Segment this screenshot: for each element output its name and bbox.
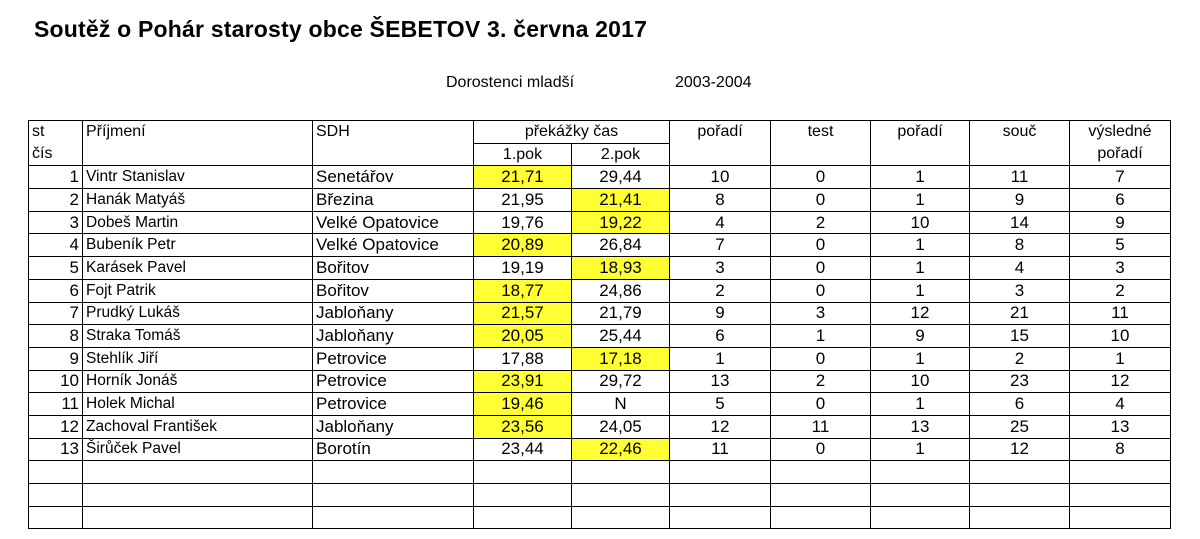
- cell-sdh: Velké Opatovice: [313, 234, 474, 257]
- cell-poradi-1: 3: [670, 257, 771, 280]
- cell-souc: 14: [970, 211, 1070, 234]
- empty-cell: [771, 484, 871, 507]
- cell-vysledne-poradi: 1: [1070, 347, 1171, 370]
- cell-vysledne-poradi: 10: [1070, 325, 1171, 348]
- cell-pok2: 18,93: [572, 257, 670, 280]
- cell-name: Širůček Pavel: [83, 438, 313, 461]
- cell-pok1: 21,95: [474, 189, 572, 212]
- table-row: [29, 438, 1171, 461]
- col-header-poradi-1: pořadí: [670, 121, 771, 144]
- empty-cell: [670, 461, 771, 484]
- cell-sdh: Petrovice: [313, 370, 474, 393]
- cell-poradi-2: 1: [871, 347, 970, 370]
- table-row: [29, 370, 1171, 393]
- cell-sdh: Velké Opatovice: [313, 211, 474, 234]
- cell-test: 0: [771, 438, 871, 461]
- cell-pok1: 21,57: [474, 302, 572, 325]
- cell-poradi-2: 10: [871, 370, 970, 393]
- cell-pok1: 20,05: [474, 325, 572, 348]
- col-header-vysledne-poradi: pořadí: [1070, 143, 1171, 166]
- empty-cell: [474, 506, 572, 529]
- cell-pok2: 25,44: [572, 325, 670, 348]
- empty-cell: [313, 461, 474, 484]
- cell-vysledne-poradi: 7: [1070, 166, 1171, 189]
- header-blank: [970, 143, 1070, 166]
- empty-cell: [871, 461, 970, 484]
- cell-pok1: 23,44: [474, 438, 572, 461]
- cell-pok2: 21,41: [572, 189, 670, 212]
- cell-st: 13: [29, 438, 83, 461]
- cell-poradi-1: 5: [670, 393, 771, 416]
- empty-cell: [970, 506, 1070, 529]
- col-header-prekazky-cas: překážky čas: [474, 121, 670, 144]
- cell-poradi-1: 13: [670, 370, 771, 393]
- cell-name: Holek Michal: [83, 393, 313, 416]
- cell-vysledne-poradi: 3: [1070, 257, 1171, 280]
- cell-souc: 2: [970, 347, 1070, 370]
- cell-pok2: N: [572, 393, 670, 416]
- cell-st: 10: [29, 370, 83, 393]
- cell-pok2: 29,44: [572, 166, 670, 189]
- cell-pok2: 29,72: [572, 370, 670, 393]
- cell-poradi-2: 9: [871, 325, 970, 348]
- cell-poradi-2: 13: [871, 415, 970, 438]
- cell-sdh: Bořitov: [313, 279, 474, 302]
- table-row: [29, 302, 1171, 325]
- table-row: [29, 257, 1171, 280]
- cell-souc: 11: [970, 166, 1070, 189]
- col-header-st: st: [29, 121, 83, 144]
- cell-vysledne-poradi: 6: [1070, 189, 1171, 212]
- cell-sdh: Petrovice: [313, 393, 474, 416]
- cell-pok2: 21,79: [572, 302, 670, 325]
- cell-poradi-2: 1: [871, 257, 970, 280]
- cell-name: Vintr Stanislav: [83, 166, 313, 189]
- cell-st: 2: [29, 189, 83, 212]
- cell-pok1: 18,77: [474, 279, 572, 302]
- cell-souc: 12: [970, 438, 1070, 461]
- cell-sdh: Jabloňany: [313, 325, 474, 348]
- empty-cell: [313, 484, 474, 507]
- col-header-test: test: [771, 121, 871, 144]
- cell-name: Fojt Patrik: [83, 279, 313, 302]
- cell-poradi-2: 1: [871, 393, 970, 416]
- empty-cell: [670, 484, 771, 507]
- empty-cell: [771, 461, 871, 484]
- cell-st: 11: [29, 393, 83, 416]
- col-header-pok2: 2.pok: [572, 143, 670, 166]
- cell-test: 3: [771, 302, 871, 325]
- cell-name: Dobeš Martin: [83, 211, 313, 234]
- col-header-vysledne: výsledné: [1070, 121, 1171, 144]
- table-row: [29, 189, 1171, 212]
- empty-cell: [29, 506, 83, 529]
- cell-pok2: 24,05: [572, 415, 670, 438]
- col-header-souc: souč: [970, 121, 1070, 144]
- cell-st: 3: [29, 211, 83, 234]
- cell-poradi-1: 1: [670, 347, 771, 370]
- cell-vysledne-poradi: 13: [1070, 415, 1171, 438]
- cell-name: Straka Tomáš: [83, 325, 313, 348]
- table-row: [29, 393, 1171, 416]
- cell-souc: 25: [970, 415, 1070, 438]
- table-row: [29, 211, 1171, 234]
- cell-st: 6: [29, 279, 83, 302]
- cell-poradi-2: 1: [871, 166, 970, 189]
- table-row: [29, 166, 1171, 189]
- cell-poradi-2: 12: [871, 302, 970, 325]
- cell-pok1: 19,46: [474, 393, 572, 416]
- cell-test: 1: [771, 325, 871, 348]
- empty-cell: [474, 461, 572, 484]
- empty-cell: [771, 506, 871, 529]
- empty-cell: [572, 484, 670, 507]
- cell-vysledne-poradi: 12: [1070, 370, 1171, 393]
- cell-name: Stehlík Jiří: [83, 347, 313, 370]
- cell-vysledne-poradi: 4: [1070, 393, 1171, 416]
- empty-cell: [29, 461, 83, 484]
- cell-vysledne-poradi: 9: [1070, 211, 1171, 234]
- cell-name: Hanák Matyáš: [83, 189, 313, 212]
- cell-test: 2: [771, 211, 871, 234]
- cell-st: 12: [29, 415, 83, 438]
- header-row-1: [29, 121, 1171, 144]
- empty-cell: [313, 506, 474, 529]
- cell-st: 1: [29, 166, 83, 189]
- cell-pok1: 19,19: [474, 257, 572, 280]
- empty-cell: [29, 484, 83, 507]
- cell-st: 9: [29, 347, 83, 370]
- header-blank: [83, 143, 313, 166]
- header-row-2: [29, 143, 1171, 166]
- cell-sdh: Senetářov: [313, 166, 474, 189]
- cell-souc: 15: [970, 325, 1070, 348]
- cell-pok1: 21,71: [474, 166, 572, 189]
- cell-poradi-2: 1: [871, 189, 970, 212]
- cell-sdh: Jabloňany: [313, 302, 474, 325]
- cell-pok2: 24,86: [572, 279, 670, 302]
- header-blank: [313, 143, 474, 166]
- cell-souc: 21: [970, 302, 1070, 325]
- empty-row: [29, 484, 1171, 507]
- cell-vysledne-poradi: 2: [1070, 279, 1171, 302]
- cell-pok2: 19,22: [572, 211, 670, 234]
- cell-souc: 3: [970, 279, 1070, 302]
- cell-vysledne-poradi: 11: [1070, 302, 1171, 325]
- empty-row: [29, 506, 1171, 529]
- col-header-cis: čís: [29, 143, 83, 166]
- years-label: 2003-2004: [675, 74, 752, 91]
- table-row: [29, 279, 1171, 302]
- empty-cell: [1070, 506, 1171, 529]
- empty-cell: [871, 506, 970, 529]
- cell-test: 2: [771, 370, 871, 393]
- table-row: [29, 234, 1171, 257]
- empty-row: [29, 461, 1171, 484]
- cell-vysledne-poradi: 8: [1070, 438, 1171, 461]
- cell-test: 0: [771, 347, 871, 370]
- cell-pok2: 17,18: [572, 347, 670, 370]
- cell-poradi-1: 12: [670, 415, 771, 438]
- cell-poradi-2: 10: [871, 211, 970, 234]
- page-title: Soutěž o Pohár starosty obce ŠEBETOV 3. června 2017: [34, 16, 648, 42]
- col-header-pok1: 1.pok: [474, 143, 572, 166]
- cell-st: 5: [29, 257, 83, 280]
- cell-vysledne-poradi: 5: [1070, 234, 1171, 257]
- cell-poradi-2: 1: [871, 438, 970, 461]
- cell-sdh: Petrovice: [313, 347, 474, 370]
- empty-cell: [1070, 484, 1171, 507]
- cell-poradi-2: 1: [871, 234, 970, 257]
- empty-cell: [474, 484, 572, 507]
- empty-cell: [871, 484, 970, 507]
- cell-souc: 9: [970, 189, 1070, 212]
- col-header-poradi-2: pořadí: [871, 121, 970, 144]
- cell-poradi-1: 2: [670, 279, 771, 302]
- empty-cell: [1070, 461, 1171, 484]
- empty-cell: [83, 506, 313, 529]
- cell-pok1: 23,91: [474, 370, 572, 393]
- cell-souc: 6: [970, 393, 1070, 416]
- cell-test: 0: [771, 234, 871, 257]
- cell-name: Karásek Pavel: [83, 257, 313, 280]
- cell-poradi-1: 6: [670, 325, 771, 348]
- cell-poradi-1: 7: [670, 234, 771, 257]
- cell-sdh: Jabloňany: [313, 415, 474, 438]
- cell-poradi-1: 10: [670, 166, 771, 189]
- cell-name: Prudký Lukáš: [83, 302, 313, 325]
- cell-test: 0: [771, 279, 871, 302]
- cell-test: 0: [771, 257, 871, 280]
- cell-name: Zachoval František: [83, 415, 313, 438]
- empty-cell: [572, 461, 670, 484]
- cell-test: 0: [771, 393, 871, 416]
- cell-pok1: 17,88: [474, 347, 572, 370]
- cell-name: Horník Jonáš: [83, 370, 313, 393]
- table-row: [29, 347, 1171, 370]
- col-header-prijmeni: Příjmení: [83, 121, 313, 144]
- cell-poradi-1: 8: [670, 189, 771, 212]
- cell-test: 11: [771, 415, 871, 438]
- cell-pok1: 23,56: [474, 415, 572, 438]
- empty-cell: [83, 484, 313, 507]
- category-label: Dorostenci mladší: [446, 74, 575, 91]
- cell-st: 7: [29, 302, 83, 325]
- cell-souc: 8: [970, 234, 1070, 257]
- cell-poradi-2: 1: [871, 279, 970, 302]
- cell-poradi-1: 11: [670, 438, 771, 461]
- cell-name: Bubeník Petr: [83, 234, 313, 257]
- cell-souc: 23: [970, 370, 1070, 393]
- cell-st: 4: [29, 234, 83, 257]
- col-header-sdh: SDH: [313, 121, 474, 144]
- table-row: [29, 415, 1171, 438]
- cell-poradi-1: 4: [670, 211, 771, 234]
- cell-sdh: Bořitov: [313, 257, 474, 280]
- cell-test: 0: [771, 166, 871, 189]
- table-row: [29, 325, 1171, 348]
- header-blank: [771, 143, 871, 166]
- empty-cell: [970, 461, 1070, 484]
- cell-test: 0: [771, 189, 871, 212]
- empty-cell: [670, 506, 771, 529]
- cell-pok1: 20,89: [474, 234, 572, 257]
- results-table: [28, 120, 1171, 529]
- cell-souc: 4: [970, 257, 1070, 280]
- cell-st: 8: [29, 325, 83, 348]
- header-blank: [670, 143, 771, 166]
- empty-cell: [572, 506, 670, 529]
- cell-pok1: 19,76: [474, 211, 572, 234]
- header-blank: [871, 143, 970, 166]
- cell-sdh: Borotín: [313, 438, 474, 461]
- cell-poradi-1: 9: [670, 302, 771, 325]
- cell-sdh: Březina: [313, 189, 474, 212]
- empty-cell: [83, 461, 313, 484]
- cell-pok2: 26,84: [572, 234, 670, 257]
- empty-cell: [970, 484, 1070, 507]
- cell-pok2: 22,46: [572, 438, 670, 461]
